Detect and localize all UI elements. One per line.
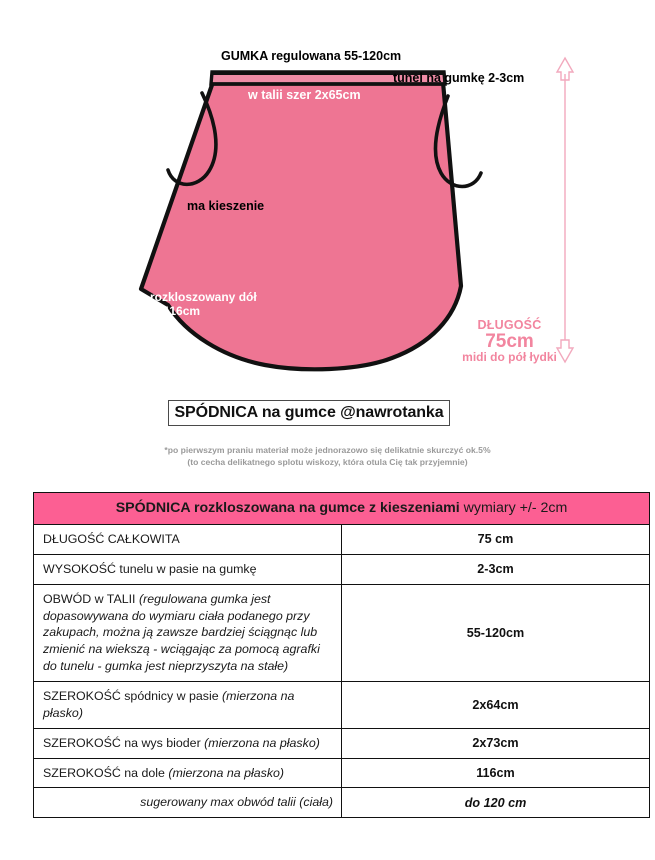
label-flare: [150, 291, 257, 318]
label-flare-line2: 2x116cm: [150, 304, 201, 319]
row-label-italic: (mierzona na płasko): [204, 735, 320, 750]
row-value: do 120 cm: [342, 788, 650, 818]
row-label: [34, 728, 342, 758]
skirt-body-shape: [141, 82, 461, 369]
length-marker: [462, 318, 557, 365]
table-header-row: [34, 493, 650, 525]
table-header-cell: [34, 493, 650, 525]
row-label-italic: (mierzona na płasko): [168, 765, 285, 780]
length-arrow: [557, 58, 573, 362]
length-marker-title: DŁUGOŚĆ: [477, 318, 542, 332]
length-marker-subtitle: midi do pół łydki: [462, 350, 557, 365]
table-row: [34, 554, 650, 584]
table-row: [34, 584, 650, 681]
page-title: SPÓDNICA na gumce @nawrotanka: [174, 404, 444, 421]
row-label-italic: (regulowana gumka jest dopasowywana do wymiaru ciała podanego przy zakupach, można ją zawsze bardziej ściągnąc lub zmienić na wiekszą - wciągając za pomocą agrafki do tunelu - gumka jest nieprzyszyta na stałe): [43, 591, 320, 674]
table-header-light: wymiary +/- 2cm: [459, 500, 568, 516]
table-row: [34, 788, 650, 818]
table-row: [34, 525, 650, 555]
table-row: [34, 728, 650, 758]
row-label-italic: (mierzona na płasko): [43, 689, 295, 720]
footnote-line-1: *po pierwszym praniu materiał może jednorazowo się delikatnie skurczyć ok.5%: [164, 445, 491, 455]
row-value: 2x64cm: [342, 682, 650, 729]
label-pockets: ma kieszenie: [187, 199, 265, 213]
table-header-strong: SPÓDNICA rozkloszowana na gumce z kieszeniami: [115, 500, 460, 516]
row-value: 55-120cm: [342, 584, 650, 681]
row-label: DŁUGOŚĆ CAŁKOWITA: [34, 525, 342, 555]
table-row: [34, 758, 650, 788]
row-value: 75 cm: [342, 525, 650, 555]
row-value: 2-3cm: [342, 554, 650, 584]
label-waist-width: w talii szer 2x65cm: [248, 88, 361, 102]
measurements-table: [33, 492, 650, 818]
row-label: WYSOKOŚĆ tunelu w pasie na gumkę: [34, 554, 342, 584]
row-value: 116cm: [342, 758, 650, 788]
product-title-box: [168, 400, 450, 426]
label-flare-line1: rozkloszowany dół: [150, 290, 257, 304]
row-label: [34, 758, 342, 788]
row-label: sugerowany max obwód talii (ciała): [34, 788, 342, 818]
footnote-line-2: (to cecha delikatnego splotu wiskozy, która otula Cię tak przyjemnie): [187, 457, 468, 468]
row-label-plain: OBWÓD w TALII: [43, 591, 139, 606]
length-marker-value: 75cm: [485, 331, 534, 352]
row-label-plain: SZEROKOŚĆ na dole: [43, 765, 169, 780]
row-label-plain: SZEROKOŚĆ na wys bioder: [43, 735, 205, 750]
label-elastic-top: GUMKA regulowana 55-120cm: [221, 49, 402, 63]
footnote: [0, 444, 655, 469]
label-tunnel: tunel na gumkę 2-3cm: [393, 71, 525, 85]
row-label: [34, 584, 342, 681]
row-label-plain: SZEROKOŚĆ spódnicy w pasie: [43, 689, 223, 704]
row-label: [34, 682, 342, 729]
table-row: [34, 682, 650, 729]
row-value: 2x73cm: [342, 728, 650, 758]
